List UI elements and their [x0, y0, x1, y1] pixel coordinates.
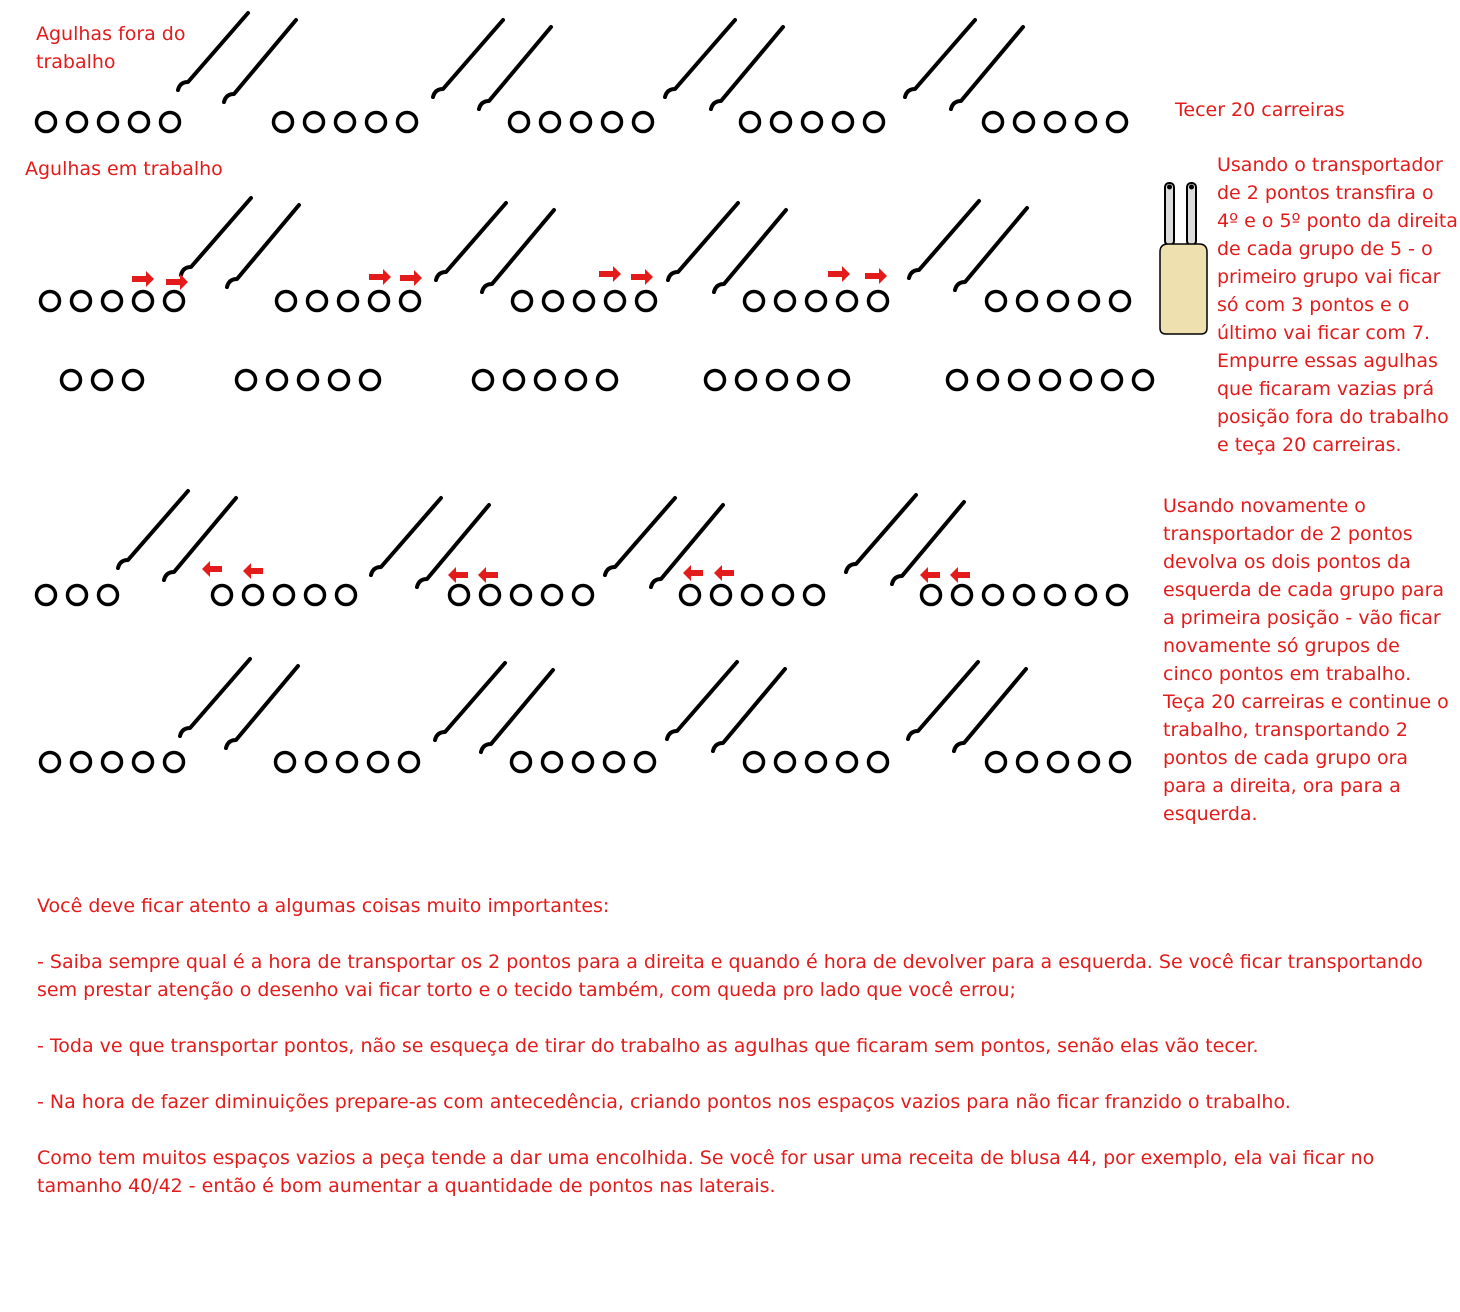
stitch [268, 371, 287, 390]
notes-closing: Como tem muitos espaços vazios a peça tende a dar uma encolhida. Se você for usar uma receita de blusa 44, por exemplo, ela vai ficar no tamanho 40/42 - então é bom aumentar a quantidade de pontos nas laterais. [37, 1147, 1375, 1197]
needle-pair [435, 663, 553, 752]
stitch [400, 753, 419, 772]
stitch [505, 371, 524, 390]
needle [668, 203, 738, 280]
stitch [401, 292, 420, 311]
row4-stitch-group [37, 586, 118, 605]
label-knit-20-rows: Tecer 20 carreiras [1175, 99, 1345, 121]
right-arrow-icon [132, 271, 154, 287]
row2-stitch-group [277, 292, 420, 311]
stitch [865, 113, 884, 132]
row1-stitch-group [984, 113, 1127, 132]
needle [371, 498, 441, 575]
needle [481, 670, 553, 752]
stitch [741, 113, 760, 132]
stitch [165, 753, 184, 772]
stitch [134, 292, 153, 311]
stitch [869, 753, 888, 772]
stitch [743, 586, 762, 605]
stitch [306, 586, 325, 605]
right-arrow-icon [828, 266, 850, 282]
stitch [513, 292, 532, 311]
stitch [103, 292, 122, 311]
needle-pair [605, 498, 723, 587]
row2-stitch-group [745, 292, 888, 311]
stitch [93, 371, 112, 390]
stitch [41, 292, 60, 311]
needle [227, 205, 299, 287]
stitch [1077, 586, 1096, 605]
stitch [603, 113, 622, 132]
stitch [776, 292, 795, 311]
stitch [745, 292, 764, 311]
left-arrow-icon [714, 565, 734, 581]
needle [433, 20, 503, 97]
stitch [948, 371, 967, 390]
stitch [799, 371, 818, 390]
stitch [805, 586, 824, 605]
stitch [68, 113, 87, 132]
stitch [1041, 371, 1060, 390]
stitch-rows [37, 113, 1153, 772]
important-notes [37, 892, 1447, 1228]
stitch [1046, 113, 1065, 132]
row5-stitch-group [276, 753, 419, 772]
stitch [134, 753, 153, 772]
stitch [1018, 753, 1037, 772]
needle [224, 20, 296, 102]
stitch [772, 113, 791, 132]
notes-tip-empty-needles: - Toda ve que transportar pontos, não se esqueça de tirar do trabalho as agulhas que ficaram sem pontos, senão elas vão tecer. [37, 1035, 1259, 1057]
row5-stitch-group [987, 753, 1130, 772]
needle [178, 13, 248, 90]
needle-pair [180, 659, 298, 748]
needle [665, 20, 735, 97]
needle-pair [909, 201, 1027, 290]
notes-tip-decreases: - Na hora de fazer diminuições prepare-as com antecedência, criando pontos nos espaços vazios para não ficar franzido o trabalho. [37, 1091, 1291, 1113]
stitch [541, 113, 560, 132]
needle [118, 491, 188, 568]
stitch [361, 371, 380, 390]
instruction-transfer-right: Usando o transportador de 2 pontos transfira o 4º e o 5º ponto da direita de cada grupo de 5 - o primeiro grupo vai ficar só com 3 pontos e o último vai ficar com 7. Empurre essas agulhas que ficaram vazias prá posição fora do trabalho e teça 20 carreiras. [1217, 154, 1458, 456]
stitch [979, 371, 998, 390]
right-arrow-icon [400, 270, 422, 286]
label-needles-in-work: Agulhas em trabalho [25, 158, 223, 180]
stitch [1010, 371, 1029, 390]
row1-stitch-group [37, 113, 180, 132]
needle [435, 663, 505, 740]
left-arrow-icon [448, 567, 468, 583]
row5-stitch-group [745, 753, 888, 772]
stitch [536, 371, 555, 390]
stitch [636, 753, 655, 772]
stitch [1111, 753, 1130, 772]
transfer-arrows [132, 266, 970, 583]
stitch [1111, 292, 1130, 311]
needle [955, 208, 1027, 290]
stitch [339, 292, 358, 311]
label-needles-out-of-work: Agulhas fora do trabalho [36, 23, 186, 73]
stitch [274, 113, 293, 132]
row1-stitch-group [510, 113, 653, 132]
right-arrow-icon [599, 266, 621, 282]
notes-tip-direction: - Saiba sempre qual é a hora de transportar os 2 pontos para a direita e quando é hora de devolver para a esquerda. Se você ficar transportando sem prestar atenção o desenho vai ficar torto e o tecido também, com queda pro lado que você errou; [37, 951, 1423, 1001]
needle-pair [371, 498, 489, 587]
stitch [567, 371, 586, 390]
left-arrow-icon [202, 561, 222, 577]
needle-pair [908, 662, 1026, 751]
stitch [337, 586, 356, 605]
stitch [681, 586, 700, 605]
needle [667, 662, 737, 739]
stitch [369, 753, 388, 772]
stitch [1049, 292, 1068, 311]
stitch [1108, 586, 1127, 605]
stitch [130, 113, 149, 132]
needle [954, 669, 1026, 751]
stitch [803, 113, 822, 132]
stitch [68, 586, 87, 605]
stitch [161, 113, 180, 132]
row2-stitch-group [41, 292, 184, 311]
needle [909, 201, 979, 278]
left-arrow-icon [478, 567, 498, 583]
notes-intro: Você deve ficar atento a algumas coisas muito importantes: [37, 895, 610, 917]
stitch [869, 292, 888, 311]
stitch [336, 113, 355, 132]
left-arrow-icon [950, 567, 970, 583]
stitch [987, 753, 1006, 772]
stitch [953, 586, 972, 605]
needle [951, 27, 1023, 109]
stitch [574, 586, 593, 605]
right-arrow-icon [865, 268, 887, 284]
stitch [1080, 753, 1099, 772]
needle [713, 669, 785, 751]
stitch [37, 586, 56, 605]
needle [908, 662, 978, 739]
left-arrow-icon [920, 567, 940, 583]
needle-pair [436, 203, 554, 292]
stitch [213, 586, 232, 605]
needle [479, 27, 551, 109]
needle-pair [433, 20, 551, 109]
needle [180, 659, 250, 736]
stitch [299, 371, 318, 390]
stitch [572, 113, 591, 132]
stitch [481, 586, 500, 605]
stitch [807, 292, 826, 311]
row1-stitch-group [741, 113, 884, 132]
row2-stitch-group [987, 292, 1130, 311]
needle [164, 498, 236, 580]
stitch [637, 292, 656, 311]
stitch [1134, 371, 1153, 390]
row3-stitch-group [948, 371, 1153, 390]
right-arrow-icon [166, 274, 188, 290]
left-arrow-icon [243, 563, 263, 579]
stitch [512, 586, 531, 605]
needle-pair [181, 198, 299, 287]
stitch [1049, 753, 1068, 772]
stitch [984, 113, 1003, 132]
row4-stitch-group [681, 586, 824, 605]
stitch [370, 292, 389, 311]
row5-stitch-group [512, 753, 655, 772]
row4-stitch-group [213, 586, 356, 605]
stitch [72, 292, 91, 311]
needle-pair [665, 20, 783, 109]
stitch [1015, 586, 1034, 605]
stitch [544, 292, 563, 311]
needle-pair [668, 203, 786, 292]
row3-stitch-group [474, 371, 617, 390]
stitch [606, 292, 625, 311]
needle [711, 27, 783, 109]
stitch [99, 586, 118, 605]
stitch [543, 586, 562, 605]
stitch [237, 371, 256, 390]
row1-stitch-group [274, 113, 417, 132]
needle [714, 210, 786, 292]
stitch [1015, 113, 1034, 132]
stitch [838, 753, 857, 772]
stitch [807, 753, 826, 772]
stitch [1072, 371, 1091, 390]
stitch [1103, 371, 1122, 390]
stitch [1080, 292, 1099, 311]
row3-stitch-group [237, 371, 380, 390]
stitch [305, 113, 324, 132]
stitch [984, 586, 1003, 605]
stitch [834, 113, 853, 132]
needle-pair [846, 495, 964, 584]
stitch [1077, 113, 1096, 132]
stitch [575, 292, 594, 311]
stitch [275, 586, 294, 605]
row3-stitch-group [706, 371, 849, 390]
row3-stitch-group [62, 371, 143, 390]
stitch [776, 753, 795, 772]
stitch [768, 371, 787, 390]
stitch [745, 753, 764, 772]
stitch [712, 586, 731, 605]
row4-stitch-group [922, 586, 1127, 605]
stitch [706, 371, 725, 390]
row4-stitch-group [450, 586, 593, 605]
stitch [307, 753, 326, 772]
stitch [37, 113, 56, 132]
needle-pair [178, 13, 296, 102]
needle-pair [667, 662, 785, 751]
stitch [244, 586, 263, 605]
needle [226, 666, 298, 748]
stitch [1046, 586, 1065, 605]
stitch [367, 113, 386, 132]
stitch [737, 371, 756, 390]
stitch [62, 371, 81, 390]
stitch [605, 753, 624, 772]
left-arrow-icon [683, 565, 703, 581]
stitch [99, 113, 118, 132]
stitch [634, 113, 653, 132]
needle [482, 210, 554, 292]
stitch [277, 292, 296, 311]
stitch [574, 753, 593, 772]
needle [181, 198, 251, 275]
stitch [598, 371, 617, 390]
needle-pair [905, 20, 1023, 109]
row5-stitch-group [41, 753, 184, 772]
stitch [510, 113, 529, 132]
stitch [330, 371, 349, 390]
instruction-return-left: Usando novamente o transportador de 2 pontos devolva os dois pontos da esquerda de cada grupo para a primeira posição - vão ficar novamente só grupos de cinco pontos em trabalho. Teça 20 carreiras e continue o trabalho, transportando 2 pontos de cada grupo ora para a direita, ora para a esquerda. [1163, 495, 1449, 825]
stitch [338, 753, 357, 772]
stitch [830, 371, 849, 390]
stitch [308, 292, 327, 311]
needle [605, 498, 675, 575]
needle [846, 495, 916, 572]
stitch [774, 586, 793, 605]
stitch [72, 753, 91, 772]
stitch [512, 753, 531, 772]
right-arrow-icon [631, 269, 653, 285]
needle [905, 20, 975, 97]
needle [436, 203, 506, 280]
stitch [543, 753, 562, 772]
stitch [1108, 113, 1127, 132]
stitch [165, 292, 184, 311]
stitch [276, 753, 295, 772]
stitch [41, 753, 60, 772]
stitch [922, 586, 941, 605]
stitch [450, 586, 469, 605]
stitch [987, 292, 1006, 311]
row2-stitch-group [513, 292, 656, 311]
stitch [103, 753, 122, 772]
two-prong-transfer-tool-icon [1160, 183, 1207, 334]
stitch [1018, 292, 1037, 311]
stitch [124, 371, 143, 390]
stitch [398, 113, 417, 132]
stitch [838, 292, 857, 311]
stitch [474, 371, 493, 390]
right-arrow-icon [369, 269, 391, 285]
